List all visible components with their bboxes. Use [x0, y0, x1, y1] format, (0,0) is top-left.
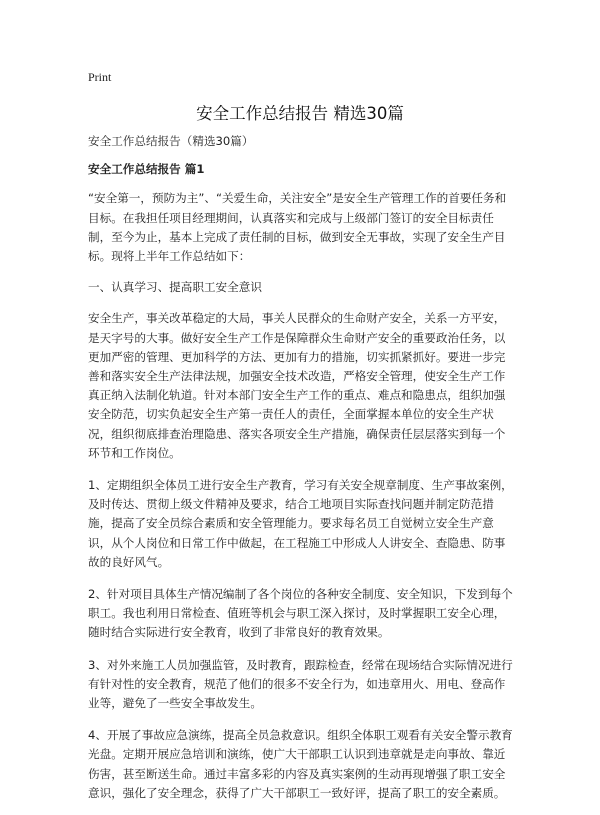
- page-title: 安全工作总结报告 精选30篇: [196, 104, 404, 123]
- list-item-2: 2、针对项目具体生产情况编制了各个岗位的各种安全制度、安全知识，下发到每个职工。我也利用日常检查、值班等机会与职工深入探讨，及时掌握职工安全心理，随时结合实际进行安全教育，收到了非常良好的教育效果。: [88, 587, 513, 640]
- list-item-4: 4、开展了事故应急演练，提高全员急救意识。组织全体职工观看有关安全警示教育光盘。定期开展应急培训和演练，使广大干部职工认识到违章就是走向事故、靠近伤害，甚至断送生命。通过丰富多彩的内容及真实案例的生动再现增强了职工安全意识，强化了安全理念，获得了广大干部职工一致好评，提高了职工的安全素质。: [88, 728, 513, 800]
- point-heading: 一、认真学习、提高职工安全意识: [88, 280, 262, 295]
- main-paragraph: 安全生产，事关改革稳定的大局，事关人民群众的生命财产安全，关系一方平安，是天字号的大事。做好安全生产工作是保障群众生命财产安全的重要政治任务，以更加严密的管理、更加科学的方法、更加有力的措施，切实抓紧抓好。要进一步完善和落实安全生产法律法规，加强安全技术改造，严格安全管理，使安全生产工作真正纳入法制化轨道。针对本部门安全生产工作的重点、难点和隐患点，组织加强安全防范，切实负起安全生产第一责任人的责任，全面掌握本单位的安全生产状况，组织彻底排查治理隐患、落实各项安全生产措施，确保责任层层落实到每一个环节和工作岗位。: [88, 311, 506, 460]
- list-item-1: 1、定期组织全体员工进行安全生产教育，学习有关安全规章制度、生产事故案例，及时传达、贯彻上级文件精神及要求，结合工地项目实际查找问题并制定防范措施，提高了安全员综合素质和安全管理能力。要求每名员工自觉树立安全生产意识，从个人岗位和日常工作中做起，在工程施工中形成人人讲安全、查隐患、防事故的良好风气。: [88, 478, 513, 569]
- section-heading: 安全工作总结报告 篇1: [88, 162, 205, 177]
- document-body: [88, 132, 514, 815]
- document-subtitle: 安全工作总结报告（精选30篇）: [88, 134, 254, 148]
- list-item-3: 3、对外来施工人员加强监管，及时教育，跟踪检查，经常在现场结合实际情况进行有针对性的安全教育，规范了他们的很多不安全行为，如违章用火、用电、登高作业等，避免了一些安全事故发生。: [88, 657, 513, 711]
- intro-paragraph: “安全第一，预防为主”、“关爱生命，关注安全”是安全生产管理工作的首要任务和目标。在我担任项目经理期间，认真落实和完成与上级部门签订的安全目标责任制，至今为止，基本上完成了责任制的目标，做到安全无事故，实现了安全生产目标。现将上半年工作总结如下：: [88, 191, 507, 264]
- print-link[interactable]: Print: [88, 70, 112, 84]
